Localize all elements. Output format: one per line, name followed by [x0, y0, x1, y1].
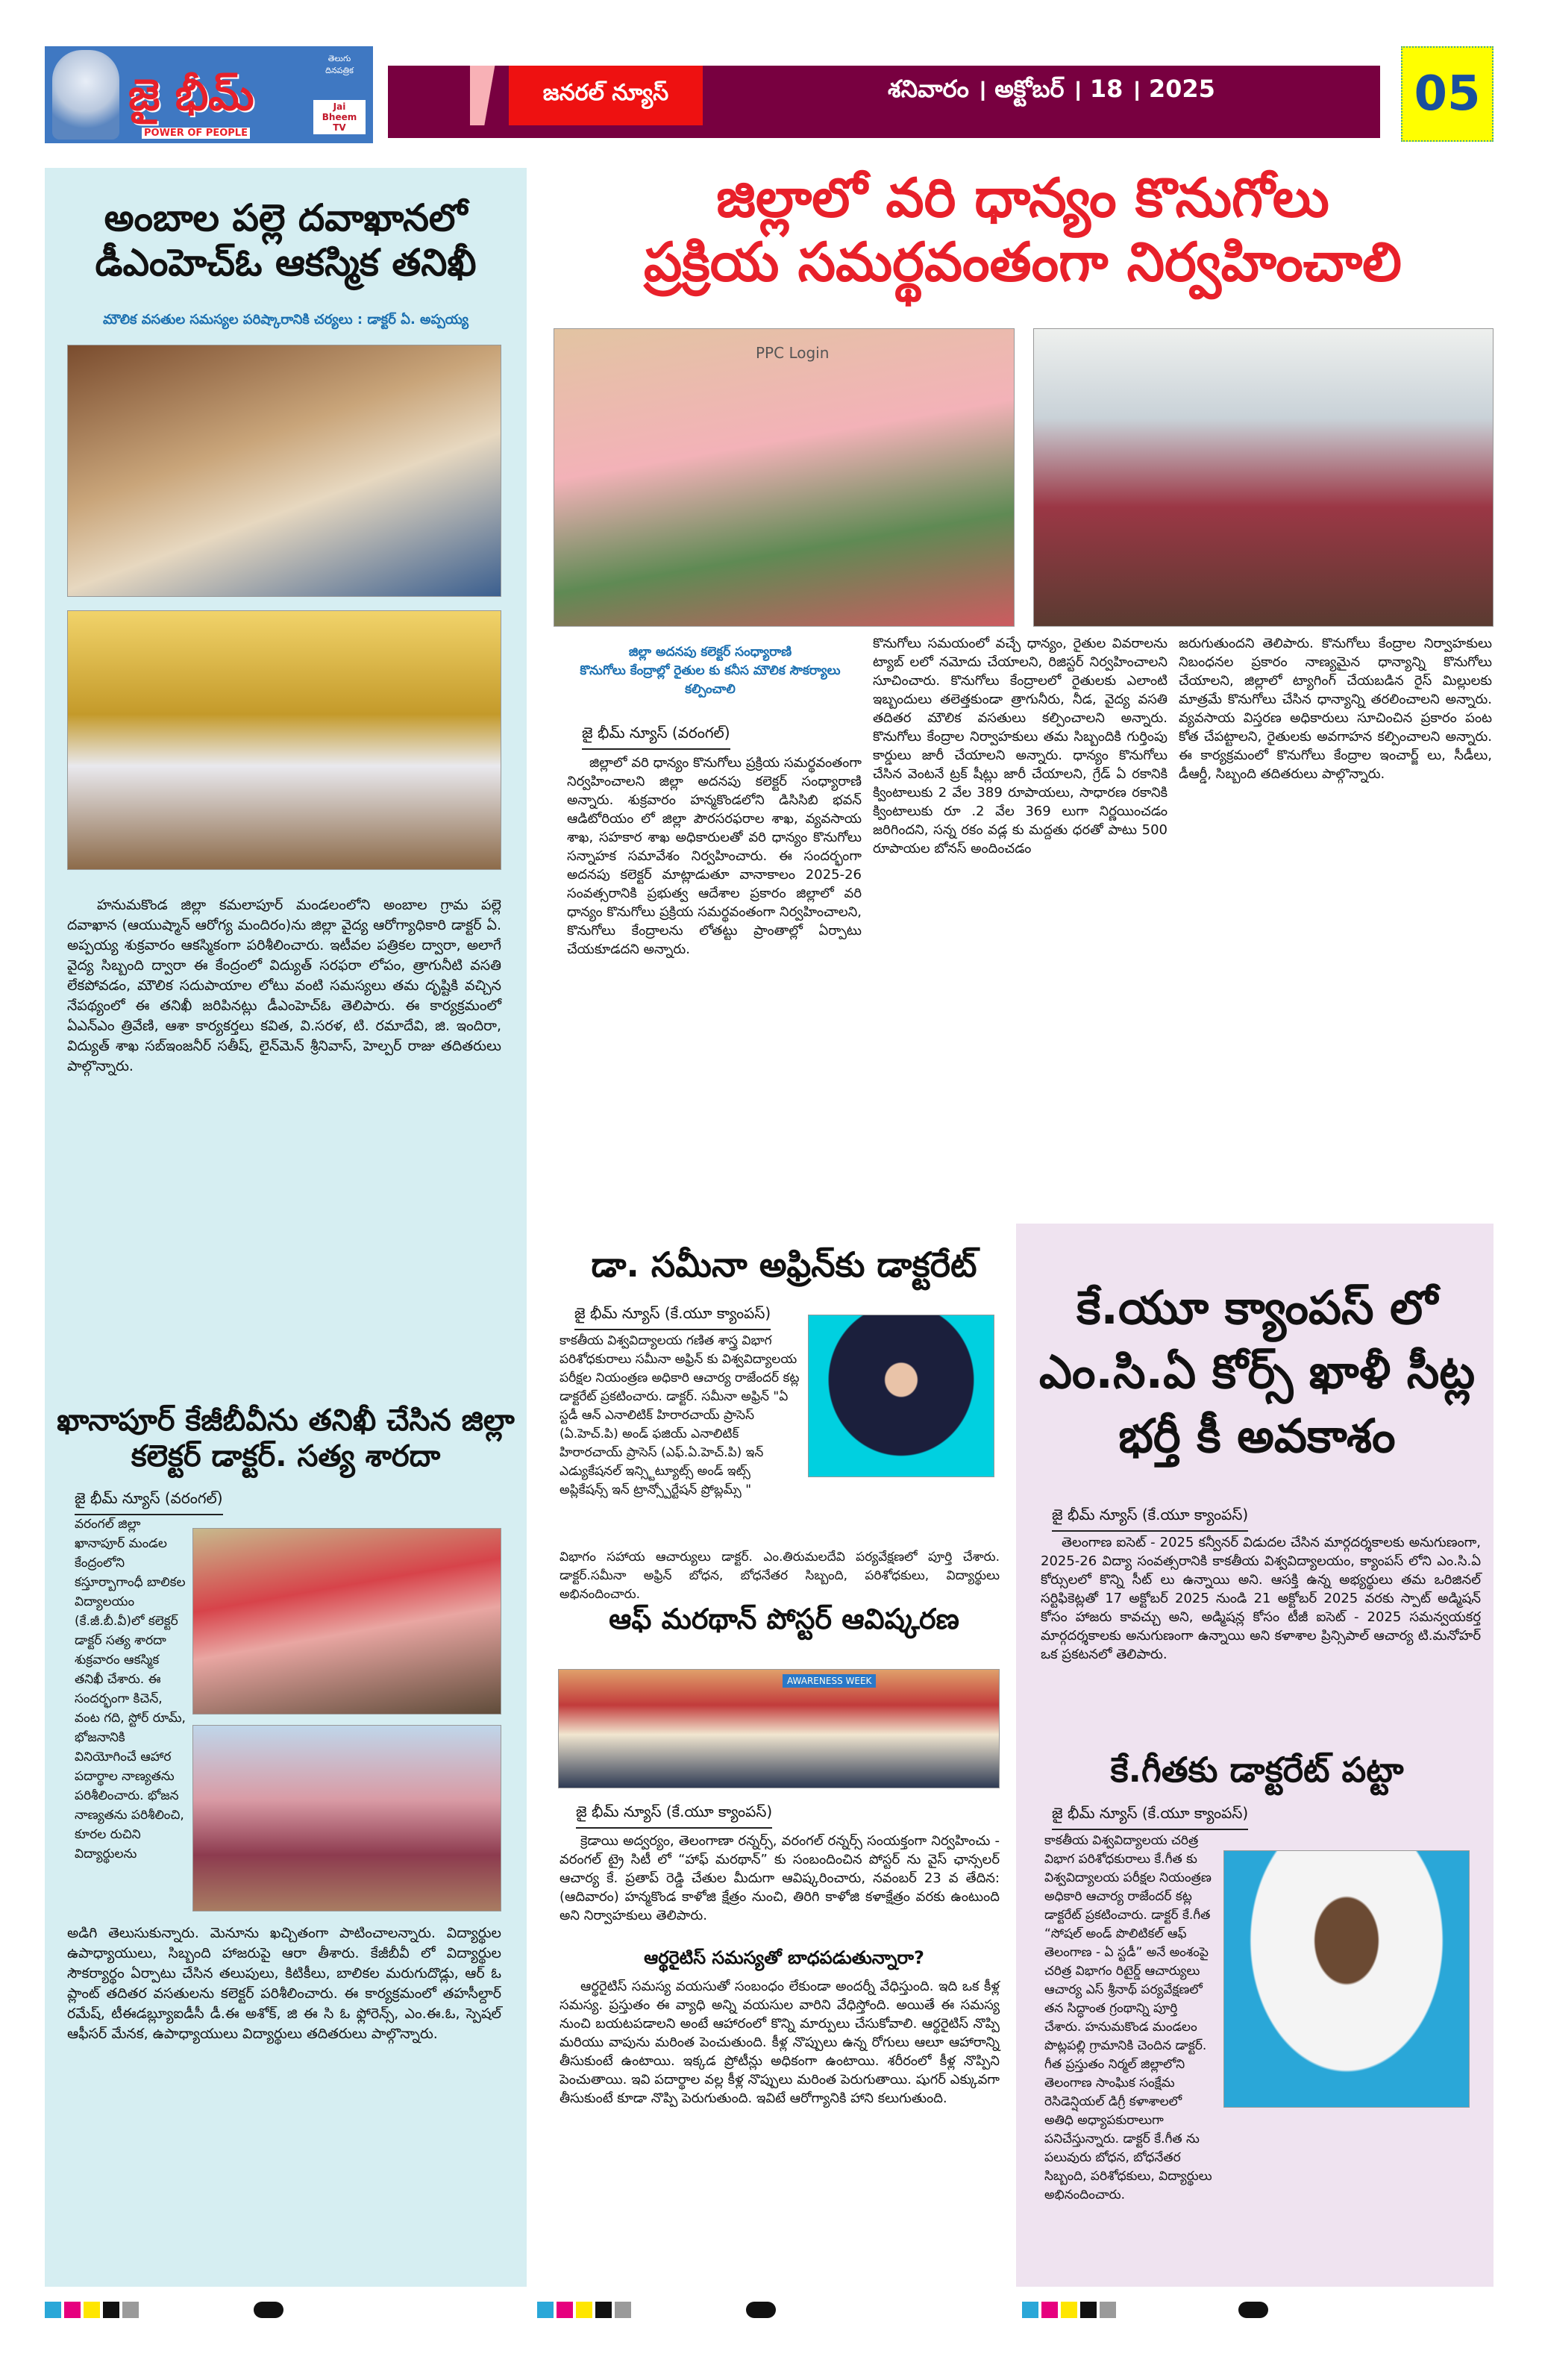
main-headline	[552, 166, 1494, 295]
color-swatch	[45, 2302, 61, 2318]
headline-samina: డా. సమీనా అఫ్రిన్‌కు డాక్టరేట్	[591, 1244, 977, 1285]
color-swatch	[1022, 2302, 1038, 2318]
photo-kgbv-students	[192, 1725, 501, 1911]
headline-khanapur: ఖానాపూర్ కేజీబీవీను తనిఖీ చేసిన జిల్లా కలెక్టర్ డాక్టర్. సత్య శారదా	[57, 1403, 515, 1474]
photo-samina	[808, 1315, 994, 1477]
article-khanapur-body-a: వరంగల్ జిల్లా ఖానాపూర్ మండల కేంద్రంలోని కస్తూర్బాగాంధీ బాలికల విద్యాలయం (కే.జీ.బీ.వీ)లో కలెక్టర్ డాక్టర్ సత్య శారదా శుక్రవారం ఆకస్మిక తనిఖీ చేశారు. ఈ సందర్భంగా కిచెన్, వంట గది, స్టోర్ రూమ్, భోజనానికి వినియోగించే ఆహార పదార్థాల నాణ్యతను పరిశీలించారు. భోజన నాణ్యతను పరిశీలించి, కూరల రుచిని విద్యార్థులను	[75, 1517, 186, 1861]
main-body-col2: కొనుగోలు సమయంలో వచ్చే ధాన్యం, రైతుల వివరాలను ట్యాబ్ లలో నమోదు చేయాలని, రిజిస్టర్ నిర్వహించాలని సూచించారు. కొనుగోలు కేంద్రాలలో రైతులకు ఎలాంటి ఇబ్బందులు తలెత్తకుండా త్రాగునీరు, నీడ, వైద్య వసతి తదితర మౌలిక వసతులు కల్పించాలని అన్నారు. కొనుగోలు కేంద్రాల నిర్వాహకులు తమ సిబ్బందికి గుర్తింపు కార్డులు జారీ చేయాలని అన్నారు. ధాన్యం కొనుగోలు చేసిన వెంటనే ట్రక్ షీట్లు జారీ చేయాలని, గ్రేడ్ ఏ రకానికి క్వింటాలుకు 2 వేల 389 రూపాయలు, సాధారణ రకానికి క్వింటాలుకు రూ .2 వేల 369 లుగా నిర్ణయించడం జరిగిందని, సన్న రకం వడ్ల కు మద్దతు ధరతో పాటు 500 రూపాయల బోనస్ అందించడం	[873, 636, 1168, 857]
color-swatch	[1100, 2302, 1116, 2318]
photo-dmho-inspection	[67, 345, 501, 597]
logo-name: జై భీమ్	[128, 69, 254, 120]
photo-dmho-group	[67, 610, 501, 870]
color-registration-strip	[0, 2302, 1542, 2324]
byline-samina	[574, 1298, 771, 1335]
color-swatch	[1080, 2302, 1097, 2318]
samina-body-wrap: కాకతీయ విశ్వవిద్యాలయ గణిత శాస్త్ర విభాగ పరిశోధకురాలు సమీనా అఫ్రిన్ కు విశ్వవిద్యాలయ పరీక్షల నియంత్రణ అధికారి ఆచార్య రాజేందర్ కట్ల డాక్టరేట్ ప్రకటించారు. డాక్టర్. సమీనా అఫ్రిన్ "ఏ స్టడీ ఆన్ ఎనాలిటిక్ హిరారచాయ్ ప్రాసెస్ (ఏ.హెచ్.పి) అండ్ ఫజియ్ ఎనాలిటిక్ హిరారచాయ్ ప్రాసెస్ (ఎఫ్.ఏ.హెచ్.పి) ఇన్ ఎడ్యుకేషనల్ ఇన్స్టిట్యూట్స్ అండ్ ఇట్స్ అప్లికేషన్స్ ఇన్ ట్రాన్స్పోర్టేషన్ ప్రోబ్లమ్స్ "	[560, 1333, 800, 1497]
marathon-body: క్రెడాయి అద్వర్యం, తెలంగాణా రన్నర్స్, వరంగల్ రన్నర్స్ సంయక్తంగా నిర్వహించు - వరంగల్ ట్రై సిటీ లో “హాఫ్ మరథాన్” కు సంబందించిన పోస్టర్ ను వైస్ ఛాన్సలర్ ఆచార్య కే. ప్రతాప్ రెడ్డి చేతుల మీదుగా ఆవిష్కరించారు, నవంబర్ 23 వ తేదిన: (ఆదివారం) హన్మకొండ కాళోజి క్షేత్రం నుంచి, తిరిగి కాళోజి కళాక్షేత్రం వరకు ఉంటుంది అని నిర్వాహకులు తెలిపారు.	[560, 1833, 1000, 1923]
registration-mark	[254, 2302, 283, 2318]
logo-subtitle: తెలుగు దినపత్రిక	[325, 54, 354, 75]
headline-ambala: అంబాల పల్లె దవాఖానలో డీఎంహెచ్ఓ ఆకస్మిక తనిఖీ	[95, 196, 477, 284]
color-swatch	[1041, 2302, 1058, 2318]
tv-label: Jai Bheem TV	[313, 100, 366, 134]
caption-line1: జిల్లా అదనపు కలెక్టర్ సంధ్యారాణి	[628, 645, 792, 660]
banner-text: AWARENESS WEEK	[783, 1674, 876, 1688]
photo-geetha	[1223, 1850, 1470, 2108]
byline-geetha	[1052, 1798, 1248, 1835]
main-body-col1: జిల్లాలో వరి ధాన్యం కొనుగోలు ప్రక్రియ సమర్థవంతంగా నిర్వహించాలని జిల్లా అదనపు కలెక్టర్ సంధ్యారాణి అన్నారు. శుక్రవారం హన్మకొండలోని డిసిసిబి భవన్ ఆడిటోరియం లో జిల్లా పౌరసరఫరాల శాఖ, వ్యవసాయ శాఖ, సహకార శాఖ అధికారులతో వరి ధాన్యం కొనుగోలు సన్నాహక సమావేశం నిర్వహించారు. ఈ సందర్భంగా అదనపు కలెక్టర్ మాట్లాడుతూ వానాకాలం 2025-26 సంవత్సరానికి ప్రభుత్వ ఆదేశాల ప్రకారం జిల్లాలో వరి ధాన్యం కొనుగోలు ప్రక్రియ సమర్థవంతంగా నిర్వహించాలని, కొనుగోలు కేంద్రాలను లోతట్టు ప్రాంతాల్లో ఏర్పాటు చేయకూడదని అన్నారు.	[567, 755, 862, 957]
byline-mca	[1052, 1500, 1248, 1536]
color-swatch	[84, 2302, 100, 2318]
byline-text: జై భీమ్ న్యూస్ (వరంగల్)	[582, 724, 730, 750]
subhead-arthritis: ఆర్థరైటిస్ సమస్యతో బాధపడుతున్నారా?	[644, 1947, 924, 1968]
color-swatch	[615, 2302, 631, 2318]
headline-geetha: కే.గీతకు డాక్టరేట్ పట్టా	[1110, 1750, 1404, 1790]
photo-collector-speech	[554, 328, 1015, 627]
article-ambala-body: హనుమకొండ జిల్లా కమలాపూర్ మండలంలోని అంబాల గ్రామ పల్లె దవాఖాన (ఆయుష్మాన్ ఆరోగ్య మందిరం)ను జిల్లా వైద్య ఆరోగ్యాధికారి డాక్టర్ ఏ. అప్పయ్య శుక్రవారం ఆకస్మికంగా పరిశీలించారు. ఇటీవల పత్రికల ద్వారా, అలాగే వైద్య సిబ్బంది ద్వారా ఈ కేంద్రంలో విద్యుత్ సరఫరా లోపం, త్రాగునీటి వసతి లేకపోవడం, మౌలిక సదుపాయాల లోటు వంటి సమస్యలు తమ దృష్టికి వచ్చిన నేపథ్యంలో ఈ తనిఖీ జరిపినట్లు డీఎంహెచ్ఓ తెలిపారు. ఈ కార్యక్రమంలో ఏఎన్ఎం త్రివేణి, ఆశా కార్యకర్తలు కవిత, వి.సరళ, టి. రమాదేవి, జి. ఇందిరా, విద్యుత్ శాఖ సబ్‌ఇంజనీర్ సతీష్, లైన్‌మెన్ శ్రీనివాస్, హెల్పర్ రాజు తదితరులు పాల్గొన్నారు.	[67, 897, 501, 1074]
color-swatch	[103, 2302, 119, 2318]
tv-logo	[313, 54, 366, 136]
mca-body: తెలంగాణ ఐసెట్ - 2025 కన్వీనర్ విడుదల చేసిన మార్గదర్శకాలకు అనుగుణంగా, 2025-26 విద్యా సంవత్సరానికి కాకతీయ విశ్వవిద్యాలయం, క్యాంపస్ లోని ఎం.సి.ఏ కోర్సులలో కొన్ని సీట్ లు ఉన్నాయి అని. ఆసక్తి ఉన్న అభ్యర్థులు తమ ఒరిజినల్ సర్టిఫికెట్లతో 17 అక్టోబర్ 2025 నుండి 21 అక్టోబర్ 2025 వరకు స్పాట్ అడ్మిషన్ కోసం హాజరు కావచ్చు అని, అడ్మిషన్ల కోసం టీజీ ఐసెట్ - 2025 సమన్వయకర్త మార్గదర్శకాలకు అనుగుణంగా ఉన్నాయి అని కళాశాల ప్రిన్సిపాల్ ఆచార్య టి.మనోహర్ ఒక ప్రకటనలో తెలిపారు.	[1041, 1535, 1481, 1662]
main-headline-line2: ప్రక్రియ సమర్థవంతంగా నిర్వహించాలి	[644, 231, 1402, 294]
main-headline-line1: జిల్లాలో వరి ధాన్యం కొనుగోలు	[716, 166, 1329, 229]
issue-date: శనివారం । అక్టోబర్ । 18 । 2025	[888, 75, 1215, 103]
byline-main	[582, 718, 730, 754]
logo-tagline: POWER OF PEOPLE	[142, 128, 250, 139]
arthritis-body: ఆర్థరైటిస్ సమస్య వయసుతో సంబంధం లేకుండా అందర్నీ వేధిస్తుంది. ఇది ఒక కీళ్ల సమస్య. ప్రస్తుతం ఈ వ్యాధి అన్ని వయసుల వారిని వేధిస్తోంది. అయితే ఈ సమస్య నుంచి బయటపడాలని అంటే ఆహారంలో కొన్ని మార్పులు చేసుకోవాలి. ఆర్థరైటిస్ నొప్పి మరియు వాపును మరింత పెంచుతుంది. కీళ్ల నొప్పులు ఉన్న రోగులు ఆలూ ఆహారాన్ని తీసుకుంటే ఉంటాయి. ఇక్కడ ప్రోటీన్లు అధికంగా ఉంటాయి. శరీరంలో కీళ్ల నొప్పిని పెంచుతాయి. ఇవి పదార్థాల వల్ల కీళ్ల నొప్పులు మరింత పెరుగుతాయి. షుగర్ ఎక్కువగా తీసుకుంటే కూడా నొప్పి పెరుగుతుంది. ఇవిటే ఆరోగ్యానికి హాని కలుగుతుంది.	[560, 1979, 1000, 2106]
photo-caption	[554, 643, 867, 699]
headline-marathon: ఆఫ్ మరథాన్ పోస్టర్ ఆవిష్కరణ	[609, 1603, 959, 1635]
masthead-logo	[45, 46, 373, 143]
caption-line2: కొనుగోలు కేంద్రాల్లో రైతుల కు కనీస మౌలిక సౌకర్యాలు కల్పించాలి	[580, 663, 841, 697]
ambedkar-portrait	[52, 50, 119, 140]
byline-text: జై భీమ్ న్యూస్ (కే.యూ క్యాంపస్)	[576, 1803, 772, 1829]
color-swatch	[557, 2302, 573, 2318]
registration-mark	[746, 2302, 776, 2318]
color-swatch	[122, 2302, 139, 2318]
color-swatch	[64, 2302, 81, 2318]
slide-title: PPC Login	[756, 344, 830, 362]
color-swatch	[576, 2302, 592, 2318]
byline-marathon	[576, 1797, 772, 1833]
photo-poster-launch	[558, 1669, 1000, 1788]
byline-text: జై భీమ్ న్యూస్ (కే.యూ క్యాంపస్)	[1052, 1506, 1248, 1532]
color-swatch	[595, 2302, 612, 2318]
byline-text: జై భీమ్ న్యూస్ (కే.యూ క్యాంపస్)	[1052, 1804, 1248, 1830]
byline-text: జై భీమ్ న్యూస్ (వరంగల్)	[75, 1489, 223, 1515]
photo-kgbv-kitchen	[192, 1528, 501, 1714]
color-swatch	[537, 2302, 554, 2318]
color-swatch	[1061, 2302, 1077, 2318]
main-body-col3: జరుగుతుందని తెలిపారు. కొనుగోలు కేంద్రాల నిర్వాహకులు నిబంధనల ప్రకారం నాణ్యమైన ధాన్యాన్ని కొనుగోలు చేయాలని, జిల్లాలో ట్యాగింగ్ చేయబడిన రైస్ మిల్లులకు మాత్రమే కొనుగోలు చేసిన ధాన్యాన్ని తరలించాలని అన్నారు. వ్యవసాయ విస్తరణ అధికారులు సూచించిన ప్రకారం పంట కోత చేపట్టాలని, రైతులకు అవగాహన కల్పించాలని అన్నారు. ఈ కార్యక్రమంలో కొనుగోలు కేంద్రాల ఇంచార్జ్ లు, సీడీలు, డీఆర్డీ, సిబ్బంది తదితరులు పాల్గొన్నారు.	[1179, 636, 1492, 782]
article-khanapur-body-b: అడిగి తెలుసుకున్నారు. మెనూను ఖచ్చితంగా పాటించాలన్నారు. విద్యార్థుల ఉపాధ్యాయులు, సిబ్బంది హాజరుపై ఆరా తీశారు. కేజీబీవీ లో విద్యార్థుల సౌకర్యార్థం ఏర్పాటు చేసిన తలుపులు, కిటికీలు, బాలికల మరుగుదొడ్లు, ఆర్ ఓ ప్లాంట్ తదితర వసతులను కలెక్టర్ పరిశీలించారు. ఈ కార్యక్రమంలో తహసీల్దార్ రమేష్, టీఈడబ్ల్యూఐడీసీ డీ.ఈ అశోక్, జి ఈ సి ఓ ఫ్లోరెన్స్, ఎం.ఈ.ఓ, స్పెషల్ ఆఫీసర్ మేనక, ఉపాధ్యాయులు విద్యార్థులు తదితరులు పాల్గొన్నారు.	[67, 1925, 501, 2042]
page-number: 05	[1401, 46, 1494, 142]
section-label: జనరల్ న్యూస్	[509, 66, 703, 125]
headline-mca: కే.యూ క్యాంపస్ లో ఎం.సి.ఏ కోర్స్ ఖాళీ సీట్ల భర్తీ కీ అవకాశం	[1038, 1280, 1476, 1463]
registration-mark	[1238, 2302, 1268, 2318]
samina-body-full: విభాగం సహాయ ఆచార్యులు డాక్టర్. ఎం.తిరుమలదేవి పర్యవేక్షణలో పూర్తి చేశారు. డాక్టర్.సమీనా అఫ్రిన్ బోధన, బోధనేతర సిబ్బంది, పరిశోధకులు, విద్యార్థులు అభినందించారు.	[560, 1550, 1000, 1602]
byline-text: జై భీమ్ న్యూస్ (కే.యూ క్యాంపస్)	[574, 1304, 771, 1330]
subhead-ambala: మౌలిక వసతుల సమస్యల పరిష్కారానికి చర్యలు : డాక్టర్ ఏ. అప్పయ్య	[103, 312, 468, 328]
header-accent	[470, 66, 509, 125]
photo-meeting-hall	[1033, 328, 1494, 627]
geetha-body: కాకతీయ విశ్వవిద్యాలయ చరిత్ర విభాగ పరిశోధకురాలు కే.గీత కు విశ్వవిద్యాలయ పరీక్షల నియంత్రణ అధికారి ఆచార్య రాజేందర్ కట్ల డాక్టరేట్ ప్రకటించారు. డాక్టర్ కే.గీత “సోషల్ అండ్ పొలిటికల్ ఆఫ్ తెలంగాణ - ఏ స్టడీ” అనే అంశంపై చరిత్ర విభాగం రిటైర్డ్ ఆచార్యులు ఆచార్య ఎస్ శ్రీనాథ్ పర్యవేక్షణలో తన సిద్ధాంత గ్రంథాన్ని పూర్తి చేశారు. హనుమకొండ మండలం పొట్లపల్లి గ్రామానికి చెందిన డాక్టర్. గీత ప్రస్తుతం నిర్మల్ జిల్లాలోని తెలంగాణ సాంఘిక సంక్షేమ రెసిడెన్షియల్ డిగ్రీ కళాశాలలో అతిధి అధ్యాపకురాలుగా పనిచేస్తున్నారు. డాక్టర్ కే.గీత ను పలువురు బోధన, బోధనేతర సిబ్బంది, పరిశోధకులు, విద్యార్థులు అభినందించారు.	[1044, 1833, 1212, 2202]
